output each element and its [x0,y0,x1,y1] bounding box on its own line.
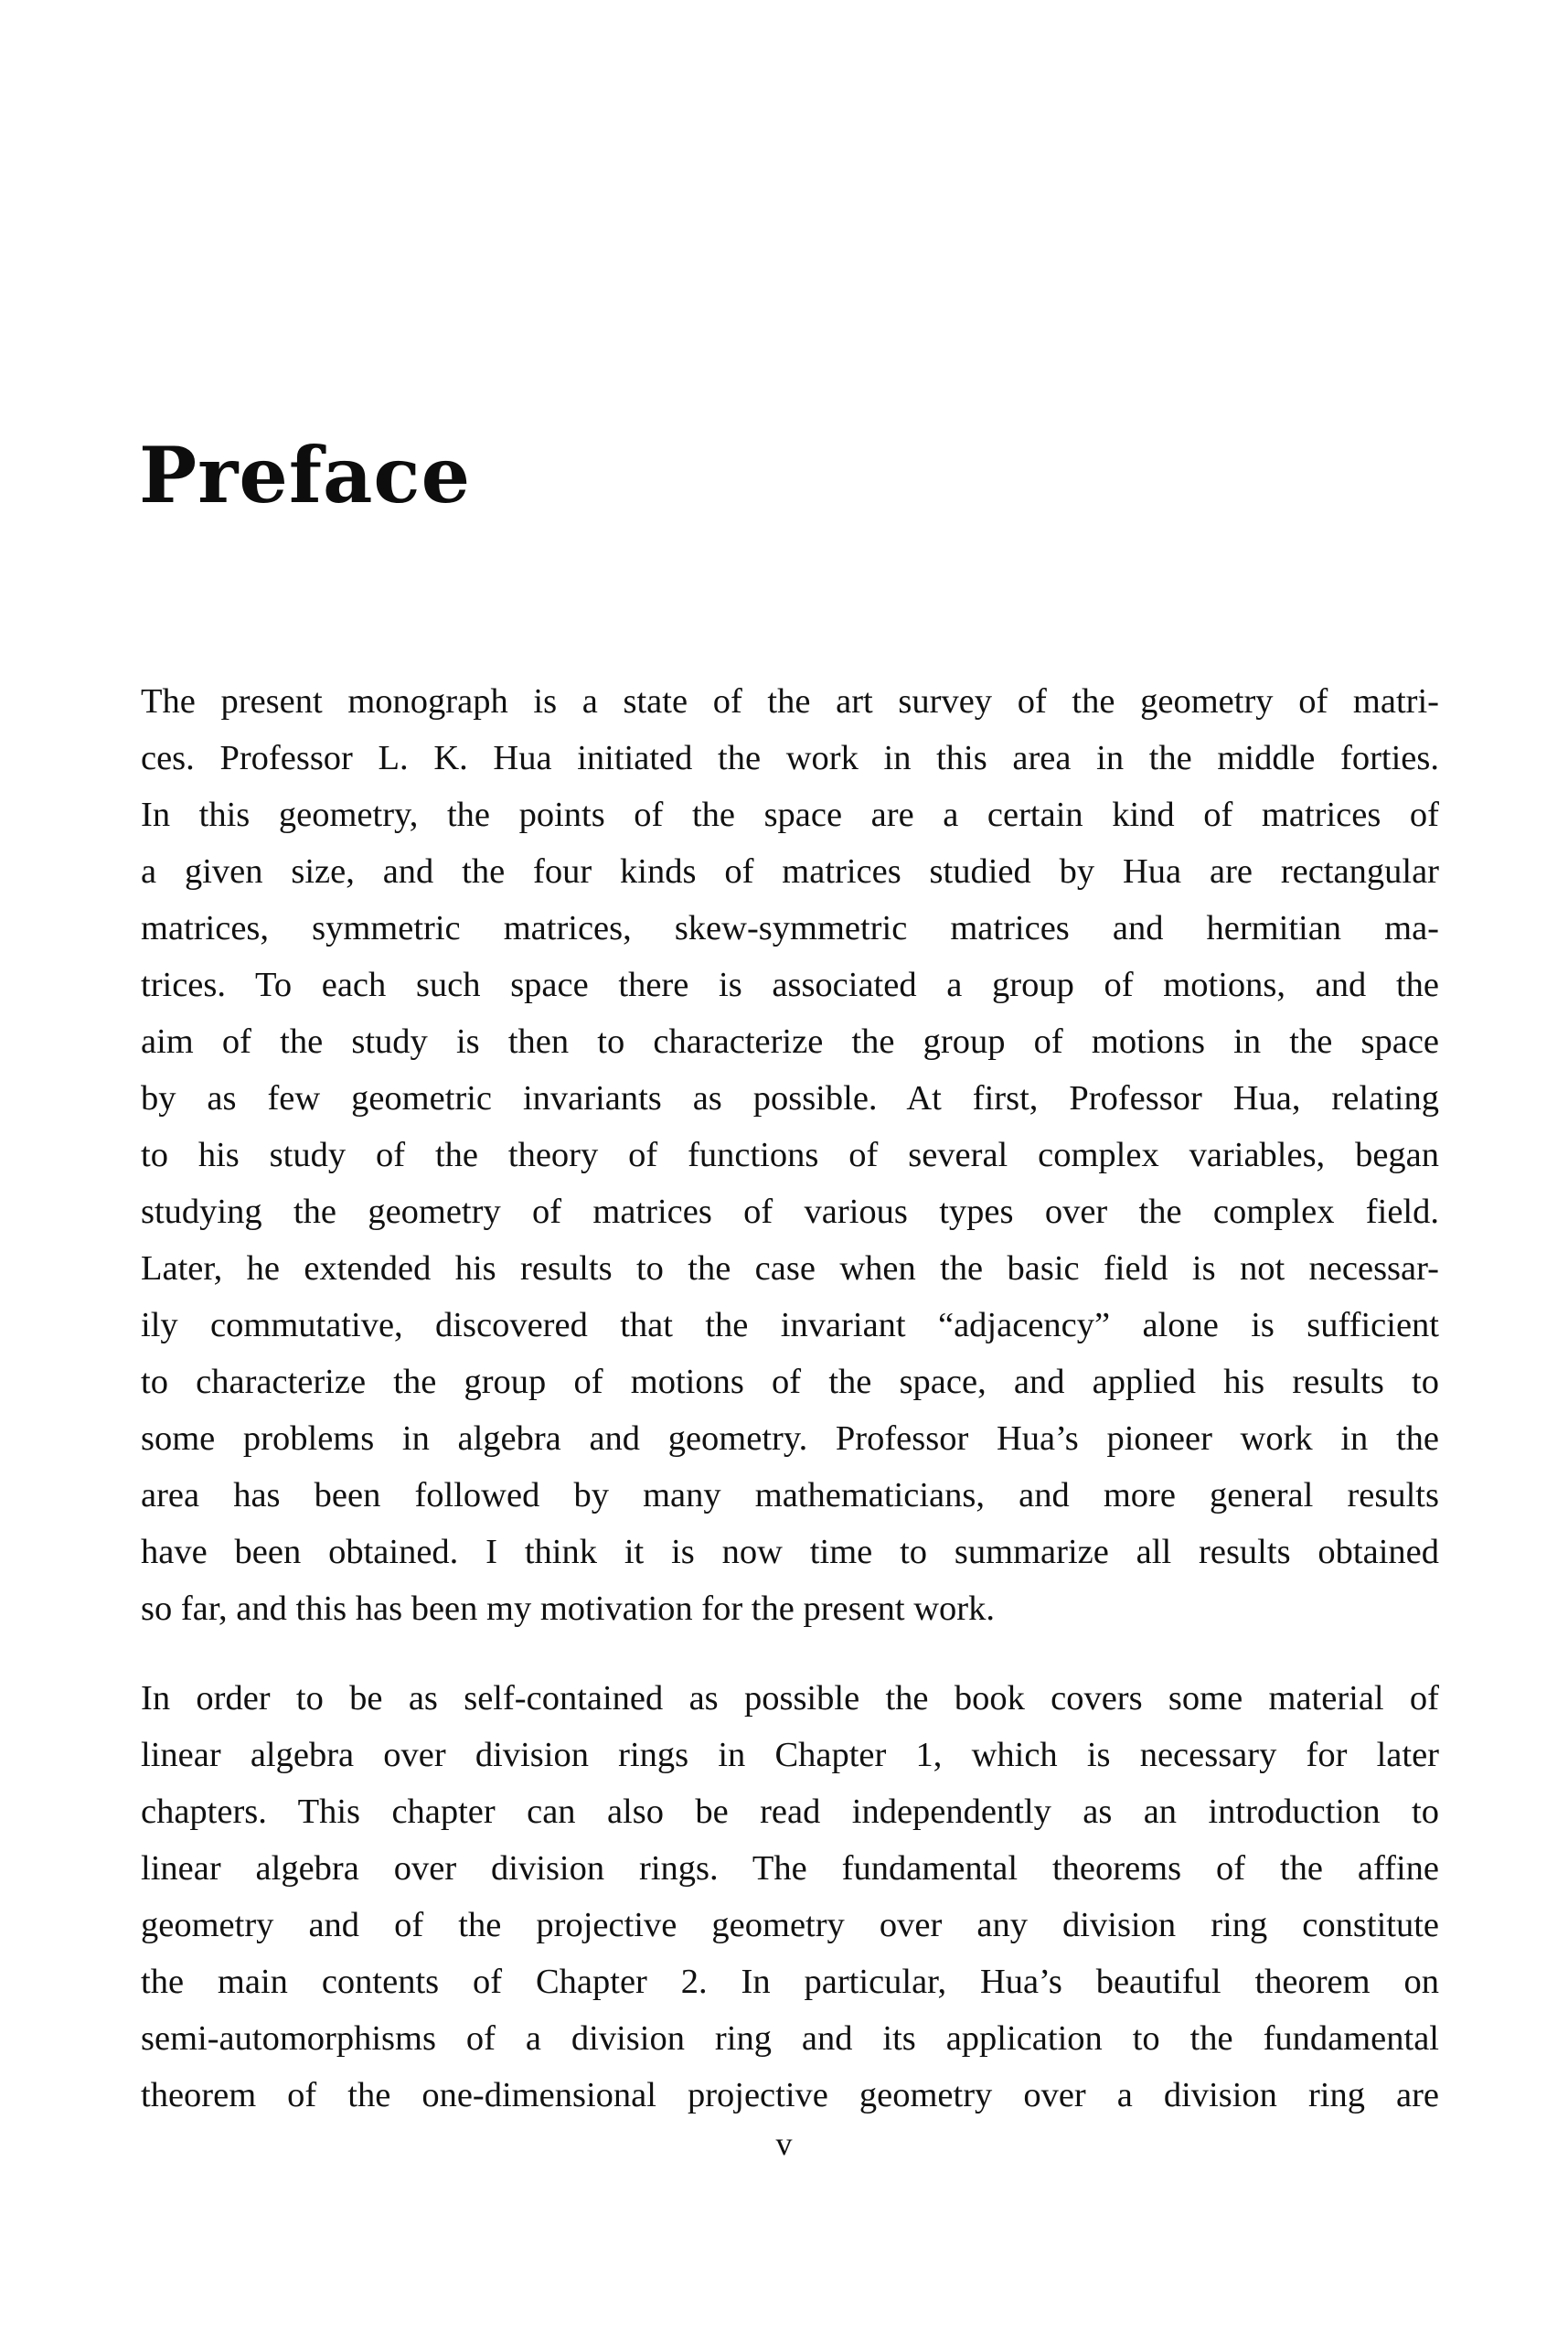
text-line: In this geometry, the points of the space are a certain kind of matrices of [141,796,1439,834]
text-line: linear algebra over division rings. The fundamental theorems of the affine [141,1849,1439,1888]
chapter-title: Preface [139,430,472,520]
paragraph-1 [141,673,1439,1637]
text-line: The present monograph is a state of the art survey of the geometry of matri- [141,682,1439,721]
text-line: a given size, and the four kinds of matrices studied by Hua are rectangular [141,852,1439,891]
text-line: trices. To each such space there is associated a group of motions, and the [141,966,1439,1004]
text-line: matrices, symmetric matrices, skew-symmetric matrices and hermitian ma- [141,909,1439,947]
text-line: area has been followed by many mathematicians, and more general results [141,1476,1439,1514]
text-line: semi-automorphisms of a division ring and its application to the fundamental [141,2019,1439,2058]
text-line: geometry and of the projective geometry over any division ring constitute [141,1906,1439,1944]
text-line: have been obtained. I think it is now time to summarize all results obtained [141,1533,1439,1571]
paragraph-text [141,1670,1439,2124]
text-line: to his study of the theory of functions of several complex variables, began [141,1136,1439,1174]
text-line: chapters. This chapter can also be read independently as an introduction to [141,1793,1439,1831]
page-number: v [775,2125,793,2162]
text-line: theorem of the one-dimensional projective geometry over a division ring are [141,2076,1439,2114]
text-line: by as few geometric invariants as possible. At first, Professor Hua, relating [141,1079,1439,1118]
text-line: studying the geometry of matrices of various types over the complex field. [141,1193,1439,1231]
text-line: linear algebra over division rings in Chapter 1, which is necessary for later [141,1736,1439,1774]
text-line: some problems in algebra and geometry. Professor Hua’s pioneer work in the [141,1419,1439,1458]
text-line: In order to be as self-contained as possible the book covers some material of [141,1679,1439,1718]
paragraph-2 [141,1670,1439,2124]
text-line: ily commutative, discovered that the invariant “adjacency” alone is sufficient [141,1306,1439,1344]
text-line: so far, and this has been my motivation for the present work. [141,1589,996,1628]
text-line: to characterize the group of motions of the space, and applied his results to [141,1363,1439,1401]
text-line: ces. Professor L. K. Hua initiated the work in this area in the middle forties. [141,739,1439,777]
text-line: aim of the study is then to characterize the group of motions in the space [141,1022,1439,1061]
paragraph-text [141,673,1439,1637]
text-line: Later, he extended his results to the case when the basic field is not necessar- [141,1249,1439,1288]
text-line: the main contents of Chapter 2. In particular, Hua’s beautiful theorem on [141,1963,1439,2001]
